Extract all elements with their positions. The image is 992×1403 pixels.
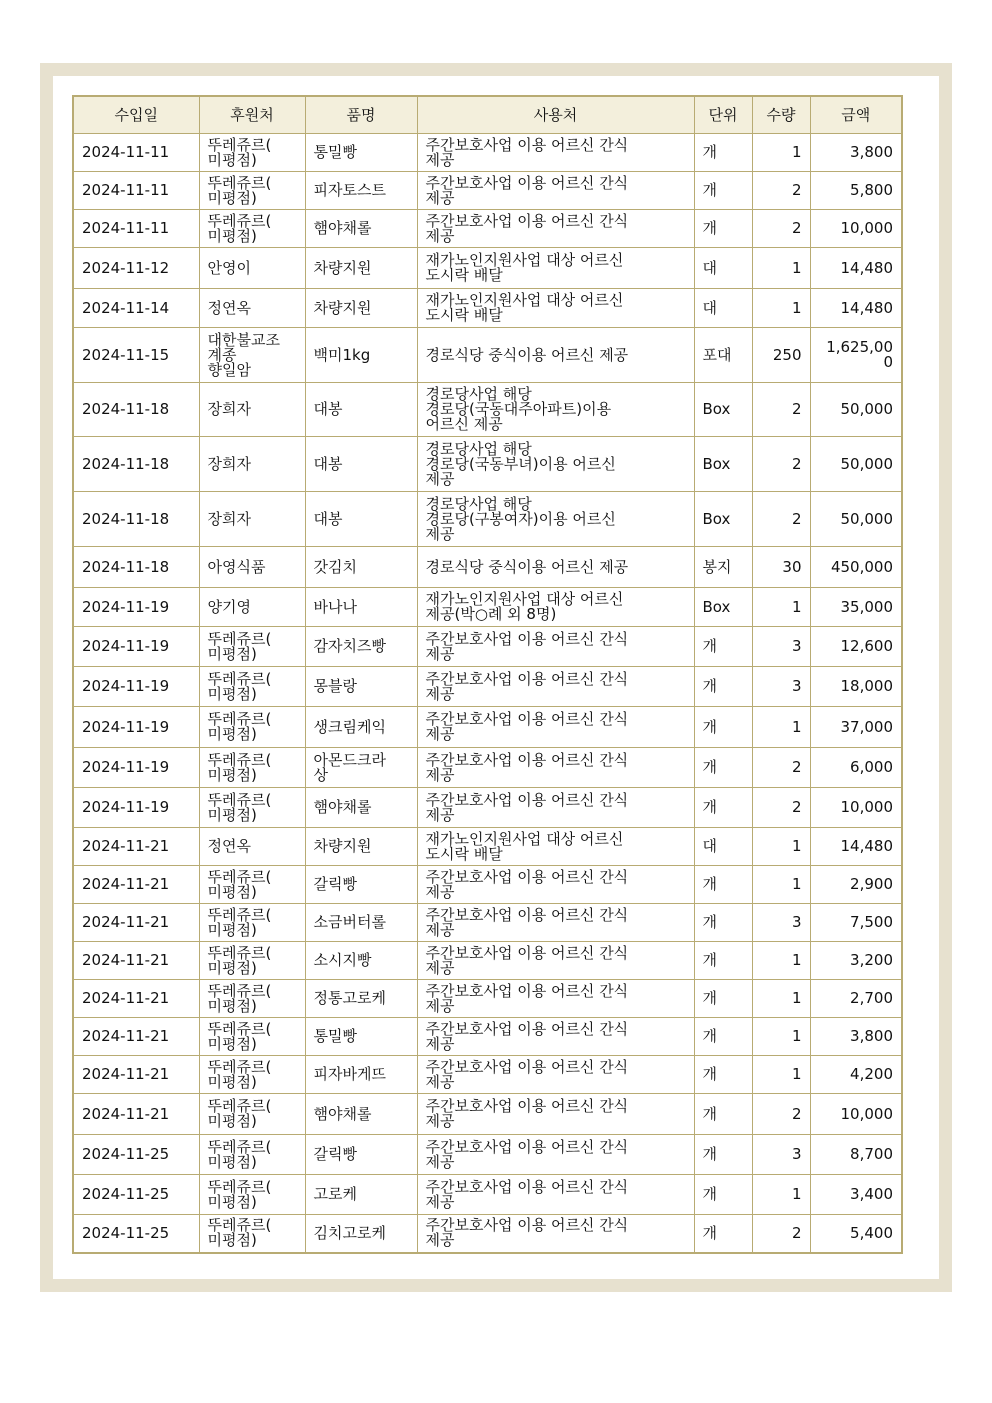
- table-row: [73, 172, 902, 210]
- table-row: [73, 828, 902, 866]
- cell-donor: 뚜레쥬르( 미평점): [199, 1135, 305, 1175]
- cell-donor: 뚜레쥬르( 미평점): [199, 866, 305, 904]
- cell-date: 2024-11-15: [73, 328, 199, 383]
- cell-item: 생크림케익: [305, 707, 417, 748]
- cell-donor: 뚜레쥬르( 미평점): [199, 748, 305, 788]
- cell-usage: 주간보호사업 이용 어르신 간식 제공: [417, 134, 694, 172]
- cell-unit: 개: [694, 788, 752, 828]
- col-header-usage: 사용처: [417, 96, 694, 134]
- cell-usage: 주간보호사업 이용 어르신 간식 제공: [417, 980, 694, 1018]
- cell-date: 2024-11-18: [73, 492, 199, 547]
- cell-qty: 2: [752, 437, 810, 492]
- cell-usage: 주간보호사업 이용 어르신 간식 제공: [417, 904, 694, 942]
- cell-item: 백미1kg: [305, 328, 417, 383]
- cell-amount: 14,480: [810, 248, 902, 289]
- cell-date: 2024-11-11: [73, 210, 199, 248]
- cell-date: 2024-11-11: [73, 172, 199, 210]
- cell-qty: 2: [752, 210, 810, 248]
- table-row: [73, 748, 902, 788]
- cell-date: 2024-11-19: [73, 627, 199, 667]
- col-header-date: 수입일: [73, 96, 199, 134]
- table-row: [73, 289, 902, 328]
- cell-donor: 뚜레쥬르( 미평점): [199, 788, 305, 828]
- cell-amount: 7,500: [810, 904, 902, 942]
- cell-unit: 대: [694, 828, 752, 866]
- table-row: [73, 707, 902, 748]
- cell-amount: 50,000: [810, 383, 902, 437]
- col-header-unit: 단위: [694, 96, 752, 134]
- cell-qty: 1: [752, 707, 810, 748]
- cell-date: 2024-11-12: [73, 248, 199, 289]
- table-row: [73, 492, 902, 547]
- cell-date: 2024-11-21: [73, 1094, 199, 1135]
- cell-usage: 주간보호사업 이용 어르신 간식 제공: [417, 788, 694, 828]
- cell-qty: 2: [752, 748, 810, 788]
- cell-unit: 대: [694, 248, 752, 289]
- cell-qty: 30: [752, 547, 810, 588]
- cell-qty: 1: [752, 1018, 810, 1056]
- cell-unit: 개: [694, 866, 752, 904]
- cell-amount: 14,480: [810, 828, 902, 866]
- cell-amount: 14,480: [810, 289, 902, 328]
- cell-unit: 개: [694, 904, 752, 942]
- cell-item: 통밀빵: [305, 1018, 417, 1056]
- cell-amount: 10,000: [810, 210, 902, 248]
- table-row: [73, 904, 902, 942]
- cell-unit: 개: [694, 172, 752, 210]
- cell-date: 2024-11-19: [73, 588, 199, 627]
- cell-date: 2024-11-14: [73, 289, 199, 328]
- cell-qty: 2: [752, 172, 810, 210]
- cell-usage: 주간보호사업 이용 어르신 간식 제공: [417, 1094, 694, 1135]
- cell-unit: 개: [694, 627, 752, 667]
- cell-item: 피자바게뜨: [305, 1056, 417, 1094]
- cell-donor: 장희자: [199, 383, 305, 437]
- cell-donor: 양기영: [199, 588, 305, 627]
- cell-unit: 대: [694, 289, 752, 328]
- cell-item: 햄야채롤: [305, 788, 417, 828]
- cell-unit: 개: [694, 942, 752, 980]
- cell-qty: 3: [752, 904, 810, 942]
- cell-usage: 주간보호사업 이용 어르신 간식 제공: [417, 1135, 694, 1175]
- cell-unit: 봉지: [694, 547, 752, 588]
- cell-amount: 3,800: [810, 134, 902, 172]
- table-header-row: [73, 96, 902, 134]
- cell-item: 대봉: [305, 492, 417, 547]
- cell-qty: 1: [752, 289, 810, 328]
- cell-date: 2024-11-25: [73, 1135, 199, 1175]
- table-row: [73, 866, 902, 904]
- cell-usage: 주간보호사업 이용 어르신 간식 제공: [417, 866, 694, 904]
- cell-item: 통밀빵: [305, 134, 417, 172]
- cell-unit: 개: [694, 707, 752, 748]
- cell-usage: 주간보호사업 이용 어르신 간식 제공: [417, 1018, 694, 1056]
- cell-unit: 개: [694, 667, 752, 707]
- table-row: [73, 1175, 902, 1215]
- table-row: [73, 1215, 902, 1253]
- table-row: [73, 980, 902, 1018]
- cell-usage: 주간보호사업 이용 어르신 간식 제공: [417, 210, 694, 248]
- cell-item: 소시지빵: [305, 942, 417, 980]
- cell-unit: Box: [694, 588, 752, 627]
- table-row: [73, 1135, 902, 1175]
- cell-donor: 뚜레쥬르( 미평점): [199, 1215, 305, 1253]
- cell-item: 소금버터롤: [305, 904, 417, 942]
- cell-unit: 개: [694, 1056, 752, 1094]
- page-frame: [40, 63, 952, 1292]
- cell-donor: 뚜레쥬르( 미평점): [199, 1056, 305, 1094]
- cell-date: 2024-11-18: [73, 437, 199, 492]
- cell-date: 2024-11-18: [73, 547, 199, 588]
- cell-qty: 1: [752, 828, 810, 866]
- page-inner: [53, 76, 939, 1279]
- cell-date: 2024-11-19: [73, 748, 199, 788]
- cell-qty: 1: [752, 134, 810, 172]
- table-row: [73, 1018, 902, 1056]
- cell-unit: 개: [694, 1135, 752, 1175]
- table-row: [73, 437, 902, 492]
- cell-qty: 2: [752, 1094, 810, 1135]
- cell-donor: 안영이: [199, 248, 305, 289]
- cell-item: 몽블랑: [305, 667, 417, 707]
- cell-usage: 주간보호사업 이용 어르신 간식 제공: [417, 172, 694, 210]
- cell-unit: 개: [694, 1018, 752, 1056]
- cell-qty: 1: [752, 1056, 810, 1094]
- cell-date: 2024-11-21: [73, 828, 199, 866]
- cell-amount: 3,800: [810, 1018, 902, 1056]
- cell-qty: 3: [752, 1135, 810, 1175]
- cell-qty: 2: [752, 1215, 810, 1253]
- cell-amount: 3,200: [810, 942, 902, 980]
- cell-usage: 재가노인지원사업 대상 어르신 도시락 배달: [417, 289, 694, 328]
- cell-donor: 뚜레쥬르( 미평점): [199, 1094, 305, 1135]
- table-row: [73, 383, 902, 437]
- cell-donor: 장희자: [199, 437, 305, 492]
- cell-item: 김치고로케: [305, 1215, 417, 1253]
- cell-qty: 1: [752, 942, 810, 980]
- table-row: [73, 588, 902, 627]
- cell-donor: 뚜레쥬르( 미평점): [199, 1175, 305, 1215]
- cell-qty: 250: [752, 328, 810, 383]
- cell-amount: 1,625,00 0: [810, 328, 902, 383]
- cell-amount: 3,400: [810, 1175, 902, 1215]
- cell-donor: 뚜레쥬르( 미평점): [199, 627, 305, 667]
- cell-item: 갈릭빵: [305, 1135, 417, 1175]
- cell-usage: 주간보호사업 이용 어르신 간식 제공: [417, 1175, 694, 1215]
- cell-usage: 경로당사업 해당 경로당(구봉여자)이용 어르신 제공: [417, 492, 694, 547]
- cell-qty: 2: [752, 383, 810, 437]
- cell-unit: 개: [694, 1094, 752, 1135]
- cell-item: 대봉: [305, 437, 417, 492]
- cell-date: 2024-11-19: [73, 667, 199, 707]
- cell-usage: 재가노인지원사업 대상 어르신 도시락 배달: [417, 248, 694, 289]
- table-row: [73, 1094, 902, 1135]
- donation-ledger-table: [72, 95, 903, 1254]
- cell-item: 정통고로케: [305, 980, 417, 1018]
- cell-donor: 대한불교조 계종 향일암: [199, 328, 305, 383]
- cell-item: 피자토스트: [305, 172, 417, 210]
- col-header-item: 품명: [305, 96, 417, 134]
- cell-usage: 주간보호사업 이용 어르신 간식 제공: [417, 1056, 694, 1094]
- cell-date: 2024-11-11: [73, 134, 199, 172]
- cell-unit: 개: [694, 210, 752, 248]
- cell-donor: 아영식품: [199, 547, 305, 588]
- cell-unit: 개: [694, 748, 752, 788]
- cell-item: 햄야채롤: [305, 210, 417, 248]
- table-row: [73, 547, 902, 588]
- col-header-amount: 금액: [810, 96, 902, 134]
- cell-qty: 1: [752, 248, 810, 289]
- cell-donor: 뚜레쥬르( 미평점): [199, 707, 305, 748]
- cell-usage: 경로식당 중식이용 어르신 제공: [417, 547, 694, 588]
- cell-donor: 뚜레쥬르( 미평점): [199, 210, 305, 248]
- cell-donor: 뚜레쥬르( 미평점): [199, 980, 305, 1018]
- cell-date: 2024-11-21: [73, 980, 199, 1018]
- cell-qty: 1: [752, 866, 810, 904]
- col-header-donor: 후원처: [199, 96, 305, 134]
- cell-donor: 뚜레쥬르( 미평점): [199, 904, 305, 942]
- cell-qty: 1: [752, 1175, 810, 1215]
- table-row: [73, 210, 902, 248]
- cell-amount: 50,000: [810, 437, 902, 492]
- cell-qty: 1: [752, 588, 810, 627]
- table-row: [73, 134, 902, 172]
- table-row: [73, 667, 902, 707]
- cell-date: 2024-11-21: [73, 904, 199, 942]
- cell-unit: Box: [694, 437, 752, 492]
- cell-amount: 10,000: [810, 1094, 902, 1135]
- table-row: [73, 942, 902, 980]
- cell-usage: 주간보호사업 이용 어르신 간식 제공: [417, 748, 694, 788]
- cell-amount: 2,900: [810, 866, 902, 904]
- cell-amount: 4,200: [810, 1056, 902, 1094]
- cell-item: 햄야채롤: [305, 1094, 417, 1135]
- cell-amount: 450,000: [810, 547, 902, 588]
- cell-item: 바나나: [305, 588, 417, 627]
- cell-item: 대봉: [305, 383, 417, 437]
- cell-date: 2024-11-21: [73, 866, 199, 904]
- table-body: [73, 134, 902, 1253]
- cell-item: 갓김치: [305, 547, 417, 588]
- cell-qty: 2: [752, 492, 810, 547]
- cell-usage: 재가노인지원사업 대상 어르신 제공(박○례 외 8명): [417, 588, 694, 627]
- cell-donor: 장희자: [199, 492, 305, 547]
- cell-amount: 5,400: [810, 1215, 902, 1253]
- cell-donor: 뚜레쥬르( 미평점): [199, 942, 305, 980]
- cell-usage: 재가노인지원사업 대상 어르신 도시락 배달: [417, 828, 694, 866]
- cell-usage: 경로당사업 해당 경로당(국동부녀)이용 어르신 제공: [417, 437, 694, 492]
- cell-amount: 35,000: [810, 588, 902, 627]
- table-row: [73, 1056, 902, 1094]
- cell-item: 아몬드크라 상: [305, 748, 417, 788]
- cell-unit: Box: [694, 492, 752, 547]
- cell-amount: 5,800: [810, 172, 902, 210]
- cell-amount: 12,600: [810, 627, 902, 667]
- cell-item: 고로케: [305, 1175, 417, 1215]
- cell-item: 감자치즈빵: [305, 627, 417, 667]
- cell-amount: 18,000: [810, 667, 902, 707]
- col-header-qty: 수량: [752, 96, 810, 134]
- cell-amount: 50,000: [810, 492, 902, 547]
- cell-unit: 개: [694, 134, 752, 172]
- cell-date: 2024-11-18: [73, 383, 199, 437]
- cell-date: 2024-11-25: [73, 1215, 199, 1253]
- cell-amount: 2,700: [810, 980, 902, 1018]
- cell-usage: 주간보호사업 이용 어르신 간식 제공: [417, 1215, 694, 1253]
- cell-unit: Box: [694, 383, 752, 437]
- cell-amount: 6,000: [810, 748, 902, 788]
- cell-usage: 주간보호사업 이용 어르신 간식 제공: [417, 667, 694, 707]
- cell-item: 차량지원: [305, 289, 417, 328]
- cell-usage: 경로당사업 해당 경로당(국동대주아파트)이용 어르신 제공: [417, 383, 694, 437]
- cell-donor: 뚜레쥬르( 미평점): [199, 1018, 305, 1056]
- cell-usage: 주간보호사업 이용 어르신 간식 제공: [417, 707, 694, 748]
- cell-date: 2024-11-19: [73, 707, 199, 748]
- cell-date: 2024-11-25: [73, 1175, 199, 1215]
- cell-amount: 8,700: [810, 1135, 902, 1175]
- cell-date: 2024-11-21: [73, 1018, 199, 1056]
- cell-date: 2024-11-21: [73, 942, 199, 980]
- table-row: [73, 788, 902, 828]
- cell-donor: 뚜레쥬르( 미평점): [199, 667, 305, 707]
- cell-unit: 포대: [694, 328, 752, 383]
- cell-qty: 3: [752, 667, 810, 707]
- cell-qty: 3: [752, 627, 810, 667]
- cell-usage: 경로식당 중식이용 어르신 제공: [417, 328, 694, 383]
- cell-amount: 10,000: [810, 788, 902, 828]
- cell-item: 차량지원: [305, 828, 417, 866]
- cell-usage: 주간보호사업 이용 어르신 간식 제공: [417, 627, 694, 667]
- table-row: [73, 328, 902, 383]
- cell-usage: 주간보호사업 이용 어르신 간식 제공: [417, 942, 694, 980]
- table-row: [73, 248, 902, 289]
- cell-donor: 정연옥: [199, 289, 305, 328]
- cell-unit: 개: [694, 1175, 752, 1215]
- cell-donor: 뚜레쥬르( 미평점): [199, 134, 305, 172]
- cell-date: 2024-11-21: [73, 1056, 199, 1094]
- cell-donor: 정연옥: [199, 828, 305, 866]
- cell-unit: 개: [694, 1215, 752, 1253]
- cell-qty: 1: [752, 980, 810, 1018]
- cell-qty: 2: [752, 788, 810, 828]
- cell-amount: 37,000: [810, 707, 902, 748]
- cell-item: 차량지원: [305, 248, 417, 289]
- cell-item: 갈릭빵: [305, 866, 417, 904]
- cell-donor: 뚜레쥬르( 미평점): [199, 172, 305, 210]
- table-row: [73, 627, 902, 667]
- cell-unit: 개: [694, 980, 752, 1018]
- cell-date: 2024-11-19: [73, 788, 199, 828]
